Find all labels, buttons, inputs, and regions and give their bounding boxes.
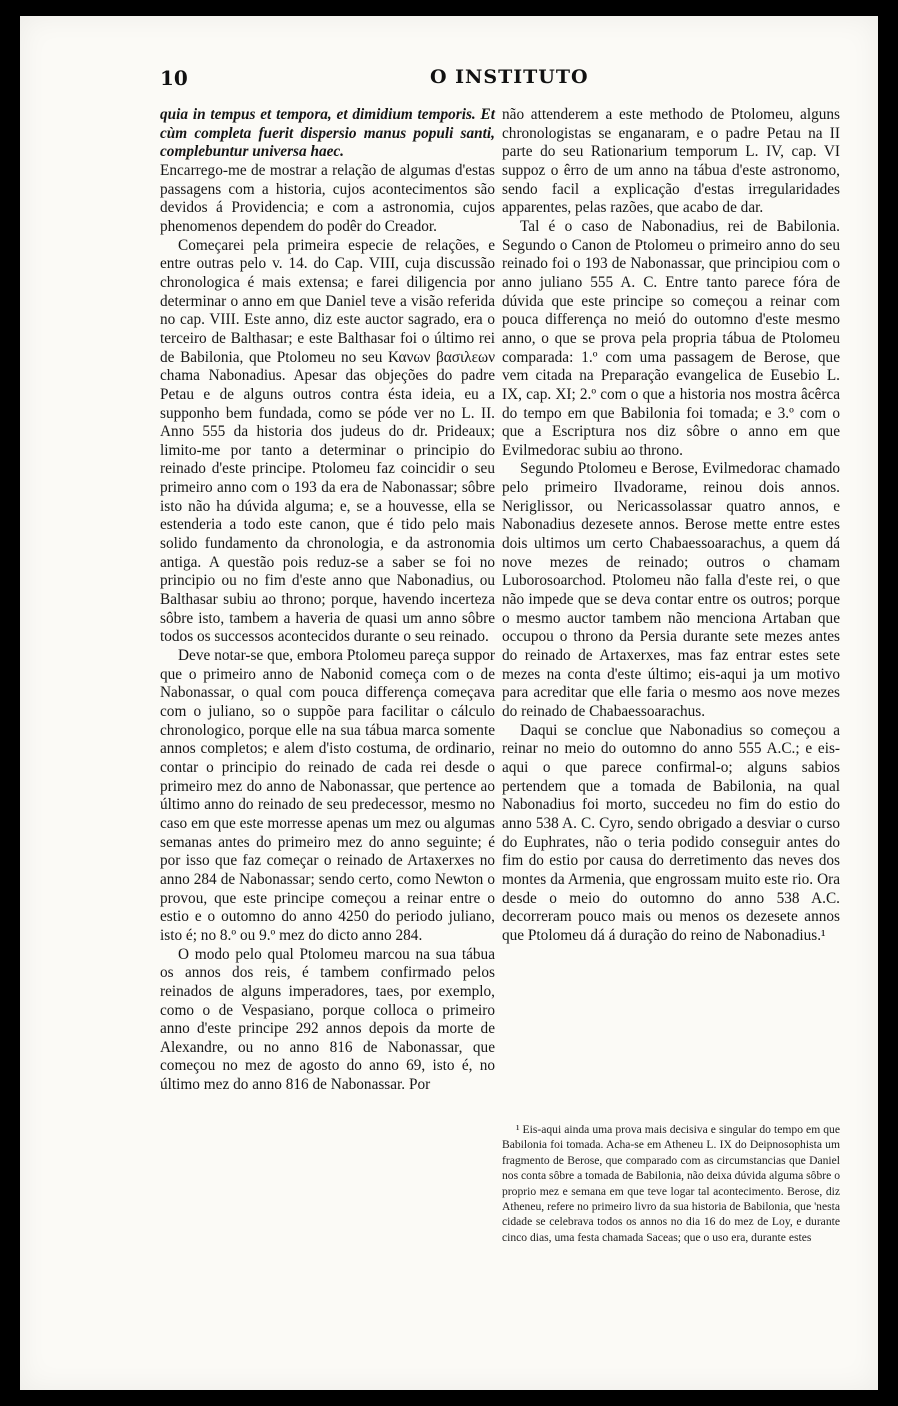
paragraph: Encarrego-me de mostrar a relação de algumas d'estas passagens com a historia, cujos acontecimentos são devidos á Providencia; e com a astronomia, cujos phenomenos dependem do podêr do Creador. xyxy=(160,161,495,235)
paragraph: Tal é o caso de Nabonadius, rei de Babilonia. Segundo o Canon de Ptolomeu o primeiro anno do seu reinado foi o 193 de Nabonassar, que principiou com o anno juliano 555 A. C. Entre tanto parece fóra de dúvida que este principe so começou a reinar com pouca differença no meió do outomno d'este mesmo anno, o que se prova pela propria tábua de Ptolomeu comparada: 1.º com uma passagem de Berose, que vem citada na Preparação evangelica de Eusebio L. IX, cap. XI; 2.º com o que a historia nos mostra âcêrca do tempo em que Babilonia foi tomada; e 3.º com o que a Escriptura nos diz sôbre o anno em que Evilmedorac subiu ao throno. xyxy=(502,217,840,459)
paragraph: Começarei pela primeira especie de relações, e entre outras pelo v. 14. do Cap. VIII, cuja discussão chronologica é mais extensa; e farei diligencia por determinar o anno em que Daniel teve a visão referida no cap. VIII. Este anno, diz este auctor sagrado, era o terceiro de Balthasar; e este Balthasar foi o último rei de Babilonia, que Ptolomeu no seu Κανων βασιλεων chama Nabonadius. Apesar das objeções do padre Petau e de alguns outros contra ésta ideia, eu a supponho bem fundada, como se póde ver no L. II. Anno 555 da historia dos judeus do dr. Prideaux; limito-me por tanto a determinar o principio do reinado d'este principe. Ptolomeu faz coincidir o seu primeiro anno com o 193 da era de Nabonassar; sôbre isto não ha dúvida alguma; e, se a houvesse, ella se estenderia a todo este canon, que é tido pelo mais solido fundamento da chronologia, e da astronomia antiga. A questão pois reduz-se a saber se foi no principio ou no fim d'este anno que Nabonadius, ou Balthasar subiu ao throno; porque, havendo incerteza sôbre isto, tambem a haveria de quasi um anno sôbre todos os successos acontecidos durante o seu reinado. xyxy=(160,236,495,646)
page-sheet xyxy=(20,16,878,1390)
paragraph: Daqui se conclue que Nabonadius so começou a reinar no meio do outomno do anno 555 A.C.; e eis-aqui o que parece confirmal-o; alguns sabios pertendem que a tomada de Babilonia, na qual Nabonadius foi morto, succedeu no fim do estio do anno 538 A. C. Cyro, sendo obrigado a desviar o curso do Euphrates, não o teria podido conseguir antes do fim do estio por causa do derretimento das neves dos montes da Armenia, que engrossam muito este rio. Ora desde o meio do outomno do anno 538 A.C. decorreram pouco mais ou menos os dezesete annos que Ptolomeu dá á duração do reino de Nabonadius.¹ xyxy=(502,721,840,944)
paragraph: Deve notar-se que, embora Ptolomeu pareça suppor que o primeiro anno de Nabonid começa com o de Nabonassar, o qual com pouca differença começava com o juliano, so o suppõe para facilitar o cálculo chronologico, porque elle na sua tábua marca somente annos completos; e alem d'isto costuma, de ordinario, contar o principio do reinado de cada rei desde o primeiro mez do anno de Nabonassar, que pertence ao último anno do reinado de seu predecessor, mesmo no caso em que este morresse apenas um mez ou algumas semanas antes do primeiro mez do anno seguinte; é por isso que faz começar o reinado de Artaxerxes no anno 284 de Nabonassar; sendo certo, como Newton o provou, que este principe começou a reinar entre o estio e o outomno do anno 4250 do periodo juliano, isto é; no 8.º ou 9.º mez do dicto anno 284. xyxy=(160,647,495,944)
paragraph: não attenderem a este methodo de Ptolomeu, alguns chronologistas se enganaram, e o padre Petau na II parte do seu Rationarium temporum L. IV, cap. VI suppoz o êrro de um anno na tábua d'este astronomo, sendo facil a explicação d'estas irregularidades apparentes, pelas razões, que acabo de dar. xyxy=(502,106,840,217)
latin-quote: quia in tempus et tempora, et dimidium temporis. Et cùm completa fuerit dispersio manus populi santi, complebuntur universa haec. xyxy=(160,106,495,161)
right-column xyxy=(502,106,840,946)
paragraph: Segundo Ptolomeu e Berose, Evilmedorac chamado pelo primeiro Ilvadorame, reinou dois annos. Neriglissor, ou Nericassolassar quatro annos, e Nabonadius dezesete annos. Berose mette entre estes dois ultimos um certo Chabaessoarachus, a quem dá nove mezes de reinado; outros o chamam Luborosoarchod. Ptolomeu não falla d'este rei, o que não impede que se deva contar entre os outros; porque o mesmo auctor tambem não menciona Artaban que occupou o throno da Persia durante sete mezes antes do reinado de Artaxerxes, mas faz entrar estes sete mezes na conta d'este último; eis-aqui ja um motivo para acreditar que elle faria o mesmo aos nove mezes do reinado de Chabaessoarachus. xyxy=(502,460,840,720)
running-title: O INSTITUTO xyxy=(430,66,589,88)
paragraph: O modo pelo qual Ptolomeu marcou na sua tábua os annos dos reis, é tambem confirmado pelos reinados de alguns imperadores, taes, por exemplo, como o de Vespasiano, porque colloca o primeiro anno d'este principe 292 annos depois da morte de Alexandre, ou no anno 816 de Nabonassar, que começou no mez de agosto do anno 69, isto é, no último mez do anno 816 de Nabonassar. Por xyxy=(160,945,495,1094)
footnote xyxy=(502,1122,840,1245)
page-number: 10 xyxy=(160,66,188,90)
footnote-text: ¹ Eis-aqui ainda uma prova mais decisiva e singular do tempo em que Babilonia foi tomada. Acha-se em Atheneu L. IX do Deipnosophista um fragmento de Berose, que comparado com as circumstancias que Daniel nos conta sôbre a tomada de Babilonia, não deixa dúvida alguma sôbre o proprio mez e semana em que teve logar tal acontecimento. Berose, diz Atheneu, refere no primeiro livro da sua historia de Babilonia, que 'nesta cidade se celebrava todos os annos no dia 16 do mez de Loy, e durante cinco dias, uma festa chamada Saceas; que o uso era, durante estes xyxy=(502,1123,840,1244)
left-column xyxy=(160,106,495,1095)
page-header xyxy=(160,66,850,96)
